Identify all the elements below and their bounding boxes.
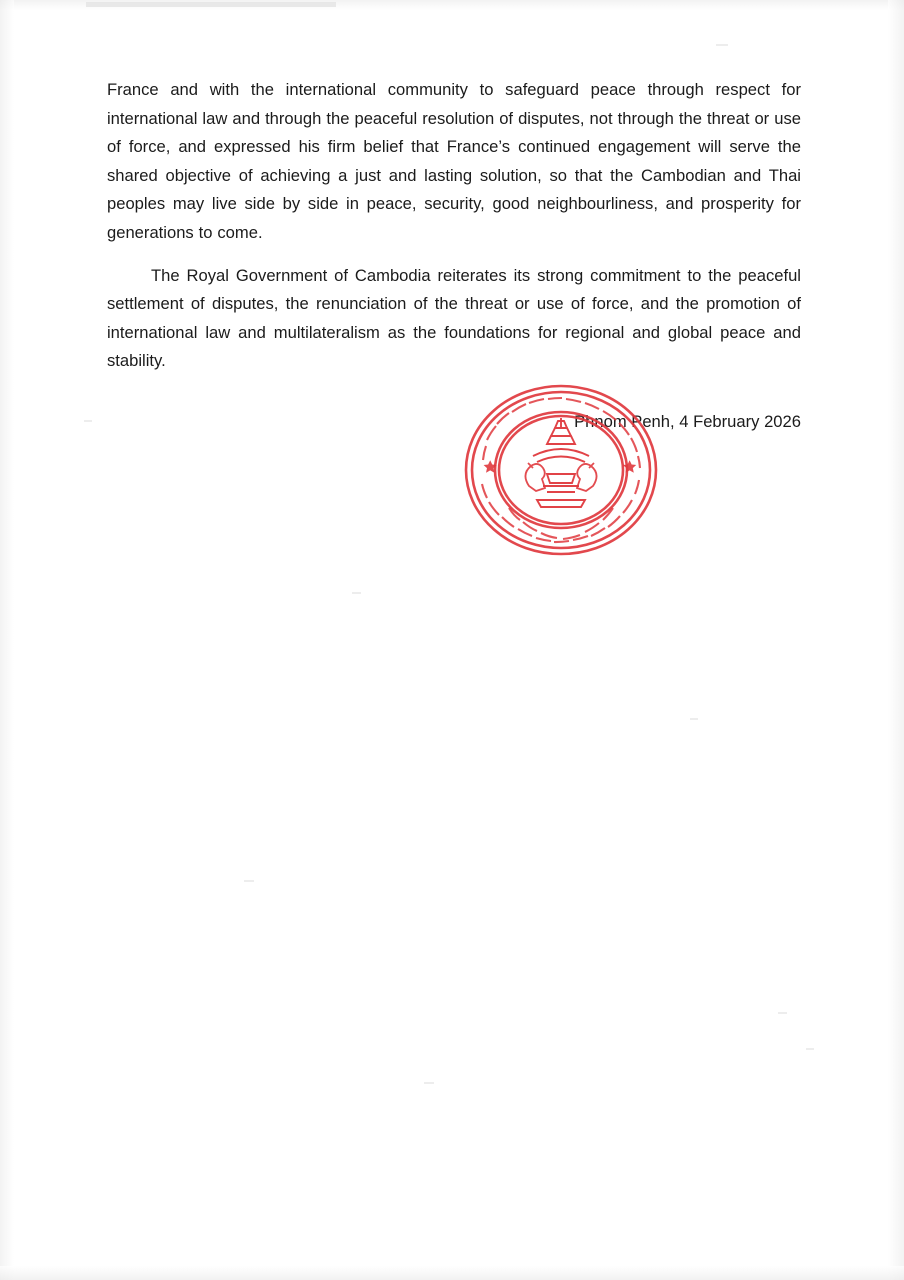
document-body	[107, 76, 801, 376]
scan-artifact-top	[86, 2, 336, 7]
scan-speck	[352, 592, 361, 594]
scan-speck	[778, 1012, 787, 1014]
dateline: Phnom Penh, 4 February 2026	[574, 412, 801, 431]
scan-speck	[84, 420, 92, 422]
scan-speck	[806, 1048, 814, 1050]
paragraph: France and with the international community to safeguard peace through respect for international law and through the peaceful resolution of disputes, not through the threat or use of force, and expressed his firm belief that France’s continued engagement will serve the shared objective of achieving a just and lasting solution, so that the Cambodian and Thai peoples may live side by side in peace, security, good neighbourliness, and prosperity for generations to come.	[107, 80, 801, 242]
scan-edge-bottom	[0, 1266, 904, 1280]
scan-speck	[424, 1082, 434, 1084]
scan-edge-right	[888, 0, 904, 1280]
official-seal-icon	[463, 382, 659, 558]
scan-speck	[244, 880, 254, 882]
scan-edge-left	[0, 0, 14, 1280]
scan-speck	[690, 718, 698, 720]
scan-speck	[716, 44, 728, 46]
dateline-row	[107, 410, 801, 434]
paragraph: The Royal Government of Cambodia reiterates its strong commitment to the peaceful settlement of disputes, the renunciation of the threat or use of force, and the promotion of international law and multilateralism as the foundations for regional and global peace and stability.	[107, 265, 801, 371]
